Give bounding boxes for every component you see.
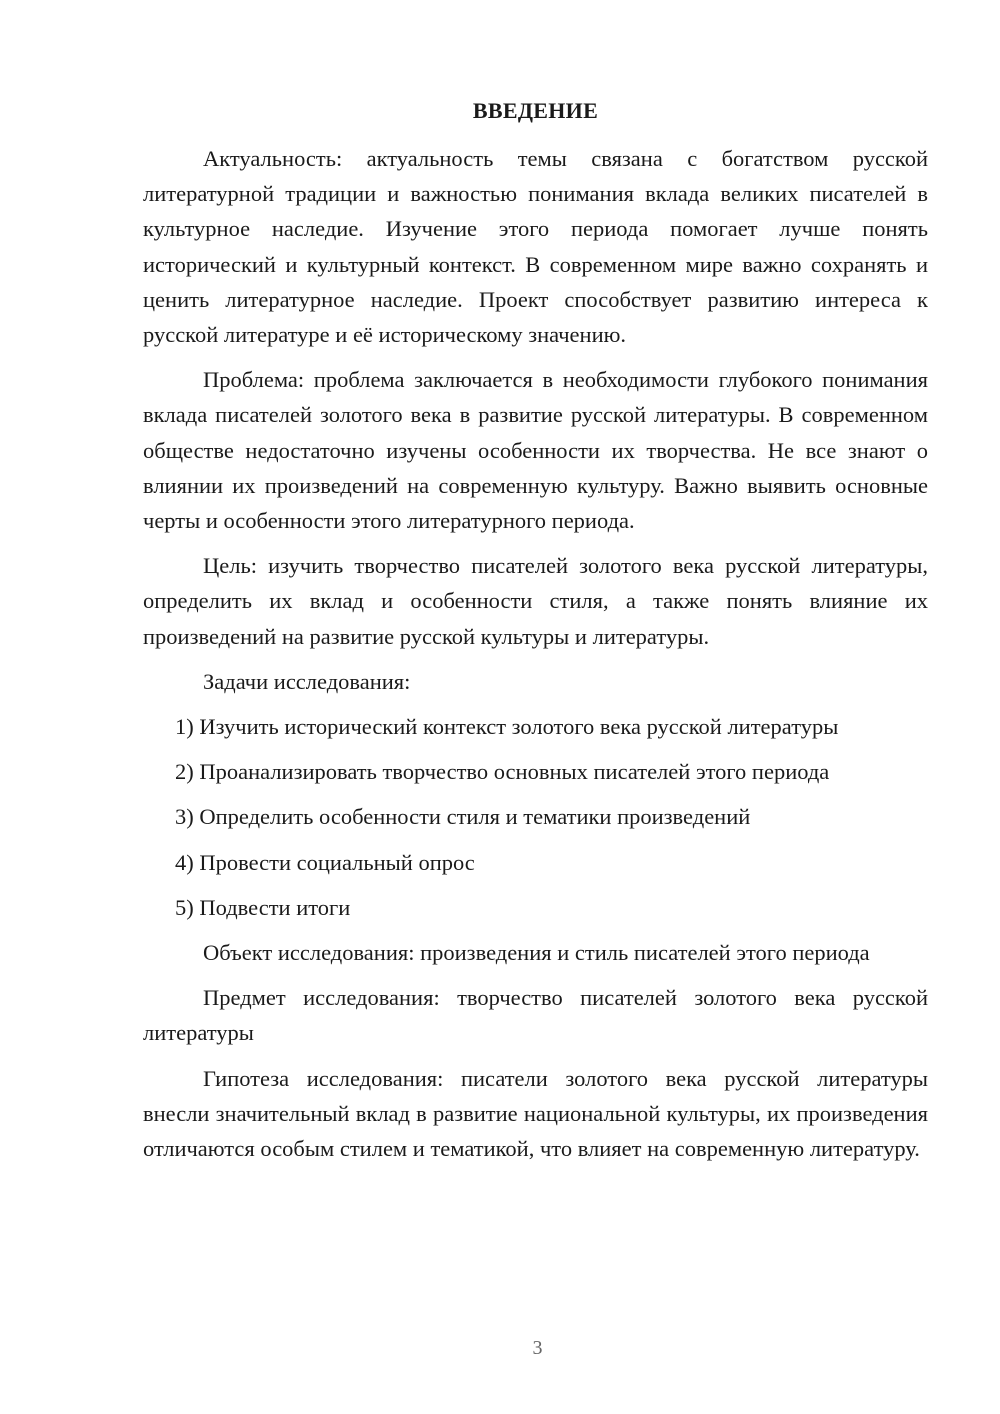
paragraph-relevance: Актуальность: актуальность темы связана с богатством русской литературной традиции и важностью понимания вклада великих писателей в культурное наследие. Изучение этого периода помогает лучше понять исторический и культурный контекст. В современном мире важно сохранять и ценить литературное наследие. Проект способствует развитию интереса к русской литературе и её историческому значению. bbox=[143, 146, 928, 348]
tasks-heading: Задачи исследования: bbox=[203, 668, 411, 694]
tasks-list bbox=[143, 709, 928, 925]
paragraph-goal: Цель: изучить творчество писателей золотого века русской литературы, определить их вклад и особенности стиля, а также понять влияние их произведений на развитие русской культуры и литературы. bbox=[143, 553, 928, 649]
page-number: 3 bbox=[532, 1337, 543, 1359]
paragraph-problem: Проблема: проблема заключается в необходимости глубокого понимания вклада писателей золотого века в развитие русской литературы. В современном обществе недостаточно изучены особенности их творчества. Не все знают о влиянии их произведений на современную культуру. Важно выявить основные черты и особенности этого литературного периода. bbox=[143, 367, 928, 534]
list-item: 2) Проанализировать творчество основных писателей этого периода bbox=[175, 759, 830, 785]
list-item: 5) Подвести итоги bbox=[175, 894, 351, 920]
list-item: 3) Определить особенности стиля и тематики произведений bbox=[175, 804, 751, 830]
paragraph-object: Объект исследования: произведения и стиль писателей этого периода bbox=[203, 940, 870, 966]
list-item: 4) Провести социальный опрос bbox=[175, 849, 475, 875]
document-body bbox=[143, 141, 928, 1176]
paragraph-hypothesis: Гипотеза исследования: писатели золотого века русской литературы внесли значительный вклад в развитие национальной культуры, их произведения отличаются особым стилем и тематикой, что влияет на современную литературу. bbox=[143, 1065, 928, 1162]
page-title: ВВЕДЕНИЕ bbox=[472, 98, 599, 123]
list-item: 1) Изучить исторический контекст золотого века русской литературы bbox=[175, 714, 839, 740]
paragraph-subject: Предмет исследования: творчество писателей золотого века русской литературы bbox=[143, 985, 928, 1046]
